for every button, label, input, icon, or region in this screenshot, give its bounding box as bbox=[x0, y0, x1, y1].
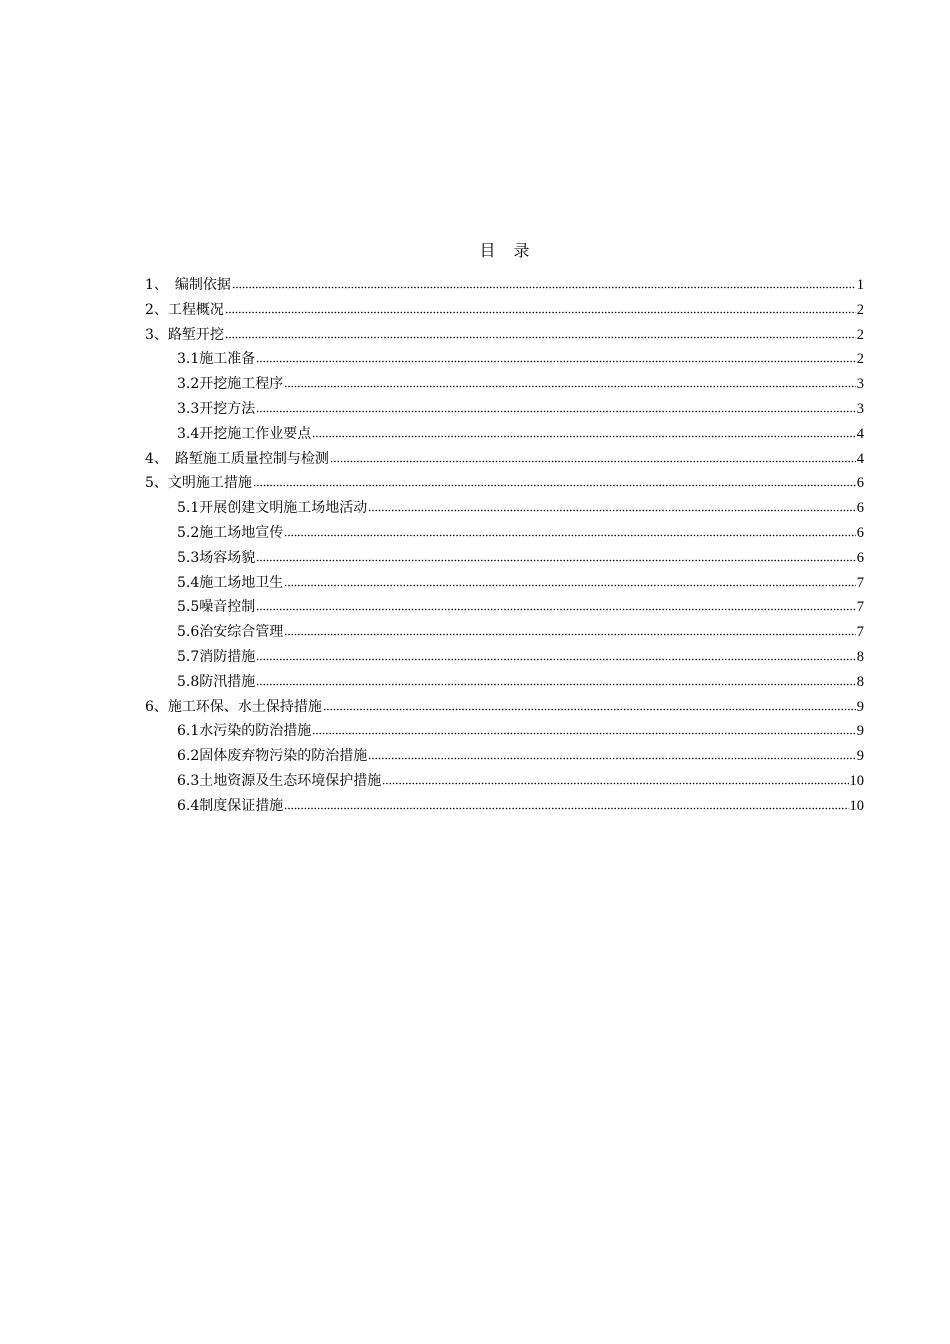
toc-dot-leader bbox=[225, 325, 856, 339]
toc-entry-label: 5、文明施工措施 bbox=[145, 475, 252, 492]
toc-entry-page: 4 bbox=[856, 425, 864, 442]
toc-entry-page: 6 bbox=[856, 475, 864, 492]
toc-entry-6-1[interactable] bbox=[145, 719, 864, 744]
toc-entry-label: 5.8防汛措施 bbox=[177, 673, 256, 690]
toc-entry-label: 3.4开挖施工作业要点 bbox=[177, 425, 312, 442]
toc-entry-page: 10 bbox=[849, 797, 864, 814]
toc-entry-page: 2 bbox=[856, 301, 864, 318]
toc-entry-label: 6.3土地资源及生态环境保护措施 bbox=[177, 772, 382, 789]
toc-dot-leader bbox=[284, 622, 855, 636]
toc-entry-page: 2 bbox=[856, 326, 864, 343]
toc-entry-6[interactable] bbox=[145, 695, 864, 720]
toc-dot-leader bbox=[284, 374, 855, 388]
toc-dot-leader bbox=[330, 449, 856, 463]
toc-entry-5-4[interactable] bbox=[145, 571, 864, 596]
toc-entry-5-1[interactable] bbox=[145, 496, 864, 521]
toc-entry-page: 6 bbox=[856, 524, 864, 541]
toc-entry-2[interactable] bbox=[145, 298, 864, 323]
toc-entry-label: 5.5噪音控制 bbox=[177, 599, 256, 616]
toc-entry-label: 6、施工环保、水土保持措施 bbox=[145, 698, 322, 715]
toc-entry-page: 3 bbox=[856, 376, 864, 393]
toc-dot-leader bbox=[312, 721, 855, 735]
toc-entry-page: 6 bbox=[856, 500, 864, 517]
toc-dot-leader bbox=[256, 597, 855, 611]
toc-entry-6-3[interactable] bbox=[145, 769, 864, 794]
toc-entry-label: 3.1施工准备 bbox=[177, 351, 256, 368]
toc-entry-5-7[interactable] bbox=[145, 645, 864, 670]
toc-entry-label: 2、工程概况 bbox=[145, 301, 224, 318]
toc-entry-page: 7 bbox=[856, 599, 864, 616]
toc-title: 目 录 bbox=[479, 241, 531, 260]
toc-dot-leader bbox=[323, 697, 856, 711]
toc-entry-3-2[interactable] bbox=[145, 372, 864, 397]
toc-entry-6-2[interactable] bbox=[145, 744, 864, 769]
toc-entry-page: 8 bbox=[856, 648, 864, 665]
toc-entry-3-3[interactable] bbox=[145, 397, 864, 422]
toc-entry-page: 1 bbox=[856, 277, 864, 293]
toc-dot-leader bbox=[368, 498, 855, 512]
toc-dot-leader bbox=[382, 771, 848, 785]
toc-dot-leader bbox=[284, 523, 855, 537]
toc-dot-leader bbox=[225, 300, 856, 314]
toc-entry-label: 6.1水污染的防治措施 bbox=[177, 723, 312, 740]
toc-entry-1[interactable] bbox=[145, 273, 864, 298]
toc-entry-5-5[interactable] bbox=[145, 595, 864, 620]
toc-entry-label: 1、 编制依据 bbox=[145, 277, 231, 293]
toc-dot-leader bbox=[368, 746, 855, 760]
toc-entry-label: 3.3开挖方法 bbox=[177, 400, 256, 417]
toc-entry-page: 3 bbox=[856, 400, 864, 417]
toc-entry-label: 3.2开挖施工程序 bbox=[177, 376, 284, 393]
toc-entry-page: 9 bbox=[856, 698, 864, 715]
toc-entry-6-4[interactable] bbox=[145, 794, 864, 819]
toc-entry-label: 5.2施工场地宣传 bbox=[177, 524, 284, 541]
toc-entry-label: 6.2固体废弃物污染的防治措施 bbox=[177, 748, 368, 765]
toc-dot-leader bbox=[256, 672, 855, 686]
toc-entry-label: 5.4施工场地卫生 bbox=[177, 574, 284, 591]
toc-entry-5-6[interactable] bbox=[145, 620, 864, 645]
toc-entry-5-2[interactable] bbox=[145, 521, 864, 546]
toc-entry-5[interactable] bbox=[145, 471, 864, 496]
toc-entry-label: 4、 路堑施工质量控制与检测 bbox=[145, 450, 329, 467]
toc-entry-page: 7 bbox=[856, 624, 864, 641]
toc-dot-leader bbox=[256, 548, 855, 562]
toc-dot-leader bbox=[284, 796, 848, 810]
toc-dot-leader bbox=[284, 573, 855, 587]
toc-dot-leader bbox=[256, 349, 855, 363]
toc-entry-5-8[interactable] bbox=[145, 670, 864, 695]
toc-entry-3-4[interactable] bbox=[145, 422, 864, 447]
toc-entry-page: 8 bbox=[856, 673, 864, 690]
toc-entry-page: 9 bbox=[856, 723, 864, 740]
toc-dot-leader bbox=[253, 473, 856, 487]
toc-entry-label: 6.4制度保证措施 bbox=[177, 797, 284, 814]
toc-dot-leader bbox=[312, 424, 855, 438]
toc-entry-label: 5.6治安综合管理 bbox=[177, 624, 284, 641]
toc-entry-4[interactable] bbox=[145, 447, 864, 472]
toc-entry-label: 5.3场容场貌 bbox=[177, 549, 256, 566]
toc-entry-5-3[interactable] bbox=[145, 546, 864, 571]
toc-entry-page: 6 bbox=[856, 549, 864, 566]
toc-entry-page: 9 bbox=[856, 748, 864, 765]
toc-entry-3-1[interactable] bbox=[145, 347, 864, 372]
toc-list bbox=[145, 273, 864, 819]
toc-entry-page: 7 bbox=[856, 574, 864, 591]
toc-dot-leader bbox=[232, 275, 856, 289]
toc-entry-page: 4 bbox=[856, 450, 864, 467]
toc-entry-page: 10 bbox=[849, 772, 864, 789]
toc-entry-3[interactable] bbox=[145, 323, 864, 348]
toc-entry-page: 2 bbox=[856, 351, 864, 368]
toc-dot-leader bbox=[256, 647, 855, 661]
toc-entry-label: 3、路堑开挖 bbox=[145, 326, 224, 343]
toc-entry-label: 5.1开展创建文明施工场地活动 bbox=[177, 500, 368, 517]
toc-dot-leader bbox=[256, 399, 855, 413]
toc-entry-label: 5.7消防措施 bbox=[177, 648, 256, 665]
